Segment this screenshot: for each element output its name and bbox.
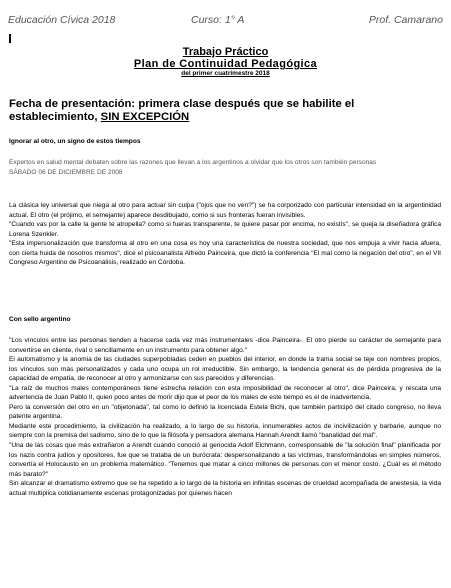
due-date-emphasis: SIN EXCEPCIÓN bbox=[100, 111, 190, 123]
paragraph: La clásica ley universal que niega al otro para actuar sin culpa ("ojos que no ven?") se ha corporizado con particular intensidad en la argentinidad actual. El otro (el prójimo, el semejante) aparece desdibujado, como si sus fronteras fueran invisibles. bbox=[9, 202, 441, 219]
header-course: Curso: 1° A bbox=[191, 14, 245, 26]
article-headline: Ignorar al otro, un signo de estos tiempos bbox=[9, 138, 141, 145]
article-summary: Expertos en salud mental debaten sobre las razones que llevan a los argentinos a olvidar que los otros son también personas bbox=[9, 159, 377, 166]
title-block bbox=[0, 46, 451, 78]
paragraph: Sin alcanzar el dramatismo extremo que se ha repetido a lo largo de la historia en infinitas escenas de crueldad acompañada de anestesia, la vida actual multiplica cotidianamente escenas protagonizadas por quienes hacen bbox=[9, 480, 441, 497]
title-line-3: del primer cuatrimestre 2018 bbox=[181, 70, 270, 77]
paragraph: "Una de las cosas que más extrañaron a Arendt cuando conoció al genocida Adolf Eichmann, corresponsable de "la solución final" planificada por los nazis contra judíos y opositores, fue que se trataba de un burócrata: despersonalizando a las víctimas, transformándolas en simples números, convertía el Holocausto en un problema matemático. "Tenemos que matar a cinco millones de personas con el menor costo. ¿Cuál es el método más barato?" bbox=[9, 442, 441, 478]
article-section-1 bbox=[9, 201, 441, 268]
due-date-text: Fecha de presentación: primera clase después que se habilite el establecimiento, bbox=[9, 98, 355, 123]
paragraph: "La raíz de muchos males contemporáneos tiene estrecha relación con esta imposibilidad de reconocer al otro", dice Painceira, y rescata una advertencia de Juan Pablo II, quien poco antes de morir dijo que el peor de los males de este tiempo es el de inadvertencia. bbox=[9, 384, 441, 402]
due-date-notice bbox=[9, 98, 443, 124]
section-subheading: Con sello argentino bbox=[9, 316, 71, 323]
title-line-2: Plan de Continuidad Pedagógica bbox=[133, 58, 318, 70]
paragraph: Pero la conversión del otro en un "objetonada", tal como lo definió la licenciada Estela Bichi, que también participó del citado congreso, no lleva patente argentina. bbox=[9, 403, 441, 421]
paragraph: "Esta impersonalización que transforma al otro en una cosa es hoy una característica de nuestra sociedad, que nos empuja a vivir hacia afuera, con cierta huida de nosotros mismos", dice el psicoanalista Alfredo Painceira, que dictó la conferencia "El mal como la negación del otro", en el VII Congreso Argentino de Psicoanálisis, realizado en Córdoba. bbox=[9, 240, 441, 267]
article-section-2 bbox=[9, 336, 441, 498]
paragraph: Mediante este procedimiento, la civilización ha realizado, a lo largo de su historia, innumerables actos de incivilización y barbarie, aunque no siempre con la premisa del sadismo, sino de lo que la filósofa y pensadora alemana Hannah Arendt llamó "banalidad del mal". bbox=[9, 422, 441, 440]
paragraph: El automatismo y la anomia de las ciudades superpobladas ceden en pueblos del interior, en donde la trama social se teje con nombres propios, los vínculos son más personalizados y cada uno ocupa un rol irreductible. Sin embargo, la tendencia general es de pérdida progresiva de la capacidad de empatía, de reconocer al otro y armonizarse con sus parecidos y diferencias. bbox=[9, 356, 441, 383]
header-subject: Educación Cívica 2018 bbox=[8, 14, 116, 26]
text-cursor bbox=[9, 34, 11, 43]
title-line-1: Trabajo Práctico bbox=[182, 46, 269, 58]
article-intro bbox=[9, 158, 419, 177]
page-header bbox=[8, 14, 443, 28]
paragraph: "Los vínculos entre las personas tienden a hacerse cada vez más instrumentales -dice Painceira-. El otro pierde su carácter de semejante para convertirse en cliente, rival o sencillamente en un instrumento para obtener algo." bbox=[9, 337, 441, 354]
article-date: SÁBADO 06 DE DICIEMBRE DE 2008 bbox=[9, 168, 123, 176]
header-teacher: Prof. Camarano bbox=[368, 14, 443, 26]
paragraph: "Cuando vas por la calle la gente te atropella? como si fueras transparente, te quiere pasar por encima, no existís", se queja la diseñadora gráfica Lorena Szenkler. bbox=[9, 221, 441, 238]
